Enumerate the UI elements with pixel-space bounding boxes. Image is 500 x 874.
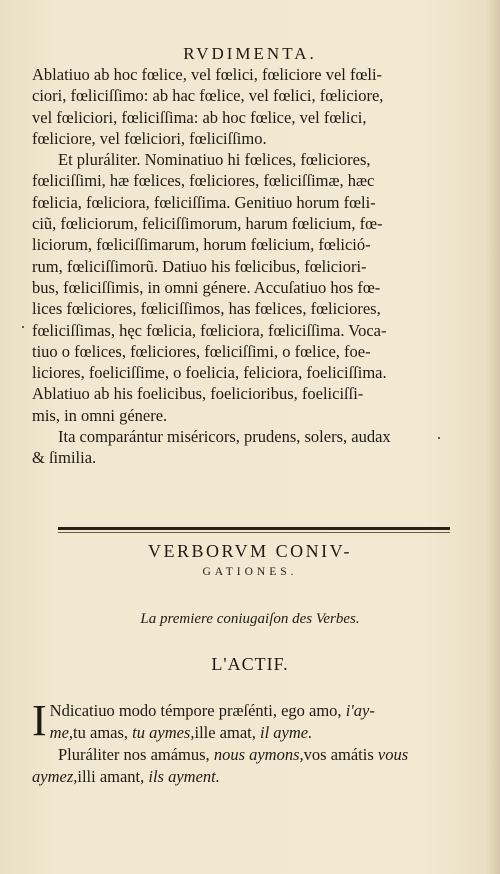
latin-text: Pluráliter nos amámus, [58, 745, 214, 764]
text-line: fœlicia, fœliciora, fœliciſſima. Genitiuo horum fœli- [32, 192, 376, 212]
latin-text: vos amátis [303, 745, 378, 764]
text-line: fœliciore, vel fœliciori, fœliciſſimo. [32, 128, 267, 148]
text-line: bus, fœliciſſimis, in omni génere. Accuſatiuo hos fœ- [32, 277, 381, 297]
voice-heading: L'ACTIF. [211, 654, 289, 674]
section-subtitle: La premiere coniugaiſon des Verbes. [140, 611, 360, 627]
text-line: tiuo o fœlices, fœliciores, fœliciſſimi, o fœlice, foe- [32, 341, 371, 361]
section-divider [58, 527, 450, 530]
latin-text: tu amas, [73, 723, 133, 742]
french-gloss: aymez, [32, 767, 78, 786]
conjugation-text [32, 696, 484, 788]
drop-cap: I [32, 696, 47, 745]
declension-text [32, 64, 484, 469]
text-line [50, 722, 484, 744]
latin-text: illi amant, [77, 767, 149, 786]
text-line: mis, in omni génere. [32, 405, 168, 425]
french-gloss: il ayme. [260, 723, 313, 742]
text-line: fœliciſſimi, hæ fœlices, fœliciores, fœliciſſimæ, hæc [32, 171, 375, 191]
text-line: Ita comparántur miséricors, prudens, solers, audax [58, 427, 391, 447]
section-divider-thin [58, 532, 450, 533]
french-gloss: nous aymons, [213, 745, 304, 764]
text-line: rum, fœliciſſimorũ. Datiuo his fœlicibus, fœliciori- [32, 256, 367, 276]
text-line: ciori, fœliciſſimo: ab hac fœlice, vel fœlici, fœliciore, [32, 86, 384, 106]
text-line: Et pluráliter. Nominatiuo hi fœlices, fœliciores, [58, 150, 371, 170]
text-line: fœliciſſimas, hęc fœlicia, fœliciora, fœliciſſima. Voca- [32, 320, 387, 340]
french-gloss: tu aymes, [132, 723, 195, 742]
ink-speck [22, 326, 24, 328]
section-title-continued: GATIONES. [202, 566, 298, 578]
latin-text: Ndicatiuo modo témpore præſénti, ego amo, [49, 701, 346, 720]
text-line [32, 766, 484, 788]
text-line: Ablatiuo ab hoc fœlice, vel fœlici, fœliciore vel fœli- [32, 65, 383, 84]
text-line: liciores, foeliciſſime, o foelicia, feliciora, foeliciſſima. [32, 363, 387, 383]
text-line: vel fœliciori, fœliciſſima: ab hoc fœlice, vel fœlici, [32, 107, 367, 127]
ink-speck [438, 437, 440, 439]
text-line: & ſimilia. [32, 448, 97, 468]
french-gloss: ils ayment. [148, 767, 220, 786]
french-gloss: i'ay- [345, 701, 375, 720]
page-edge-shadow [486, 0, 500, 874]
text-line: liciorum, fœliciſſimarum, horum fœlicium, fœlició- [32, 235, 371, 255]
text-line: Ablatiuo ab his foelicibus, foelicioribus, foeliciſſi- [32, 384, 364, 404]
running-head: RVDIMENTA. [183, 44, 317, 63]
text-line: lices fœliciores, fœliciſſimos, has fœlices, fœliciores, [32, 299, 381, 319]
latin-text: ille amat, [194, 723, 261, 742]
french-gloss: me, [49, 723, 74, 742]
french-gloss: vous [377, 745, 409, 764]
section-title: VERBORVM CONIV- [148, 541, 352, 561]
text-line [50, 700, 484, 722]
text-line: ciũ, fœliciorum, feliciſſimorum, harum fœlicium, fœ- [32, 214, 383, 234]
text-line [32, 744, 484, 766]
